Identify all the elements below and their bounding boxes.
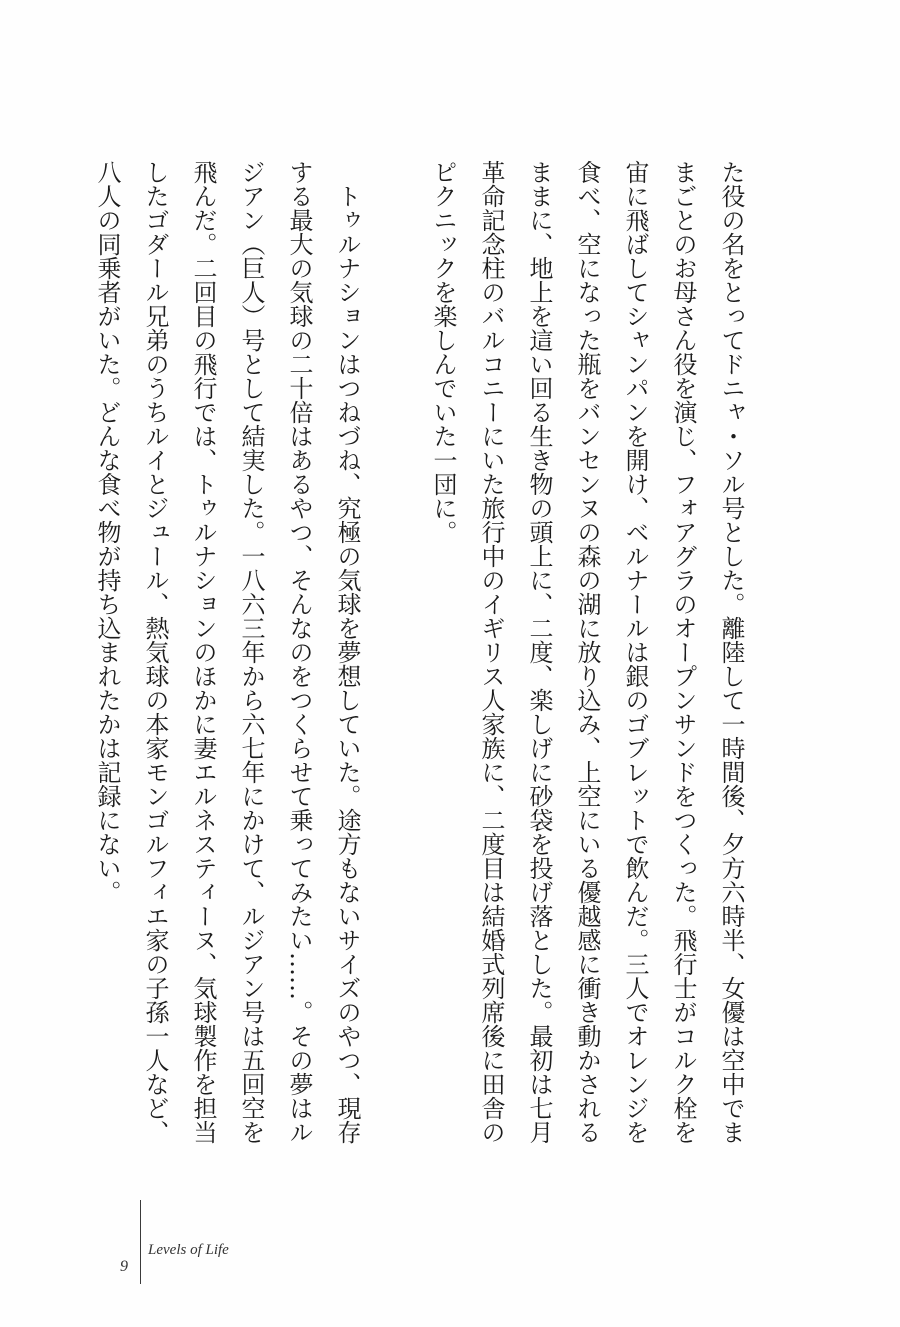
paragraph-tournachon: トゥルナションはつねづね、究極の気球を夢想していた。途方もないサイズのやつ、現存する最大の気球の二十倍はあるやつ、そんなのをつくらせて乗ってみたい……。その夢はルジアン（巨人）号として結実した。一八六三年から六七年にかけて、ルジアン号は五回空を飛んだ。二回目の飛行では、トゥルナションのほかに妻エルネスティーヌ、気球製作を担当したゴダール兄弟のうちルイとジュール、熱気球の本家モンゴルフィエ家の子孫一人など、八人の同乗者がいた。どんな食べ物が持ち込まれたかは記録にない。	[93, 160, 361, 1144]
footer-divider	[140, 1200, 141, 1284]
paragraph-continuation: た役の名をとってドニャ・ソル号とした。離陸して一時間後、夕方六時半、女優は空中でままごとのお母さん役を演じ、フォアグラのオープンサンドをつくった。飛行士がコルク栓を宙に飛ばしてシャンパンを開け、ベルナールは銀のゴブレットで飲んだ。三人でオレンジを食べ、空になった瓶をバンセンヌの森の湖に放り込み、上空にいる優越感に衝き動かされるままに、地上を這い回る生き物の頭上に、二度、楽しげに砂袋を投げ落とした。最初は七月革命記念柱のバルコニーにいた旅行中のイギリス人家族に、二度目は結婚式列席後に田舎のピクニックを楽しんでいた一団に。	[429, 160, 745, 1144]
paragraph-gap	[371, 160, 419, 1150]
vertical-text-body	[83, 160, 755, 1150]
page-number: 9	[120, 1258, 128, 1275]
running-title: Levels of Life	[148, 1242, 229, 1258]
